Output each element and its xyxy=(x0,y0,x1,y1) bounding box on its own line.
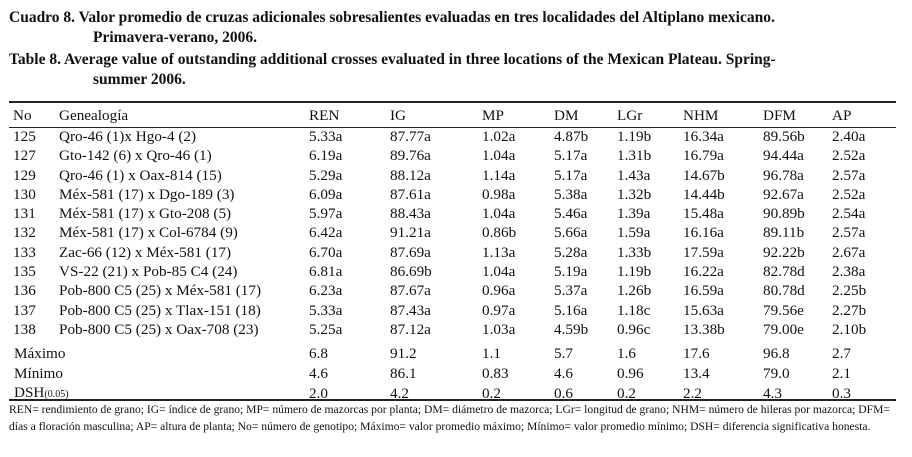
header-ren: REN xyxy=(309,107,340,124)
header-ap: AP xyxy=(832,107,852,124)
cell-no: 131 xyxy=(13,205,36,223)
cell-lgr: 1.39a xyxy=(617,205,651,223)
summary-cell-dfm: 79.0 xyxy=(763,364,790,382)
cell-no: 133 xyxy=(13,243,36,261)
cell-ig: 87.69a xyxy=(390,243,431,261)
table-row xyxy=(9,146,900,165)
cell-ig: 87.12a xyxy=(390,320,431,338)
summary-row xyxy=(9,344,900,363)
summary-label-subscript: (0.05) xyxy=(44,388,69,400)
cell-dfm: 80.78d xyxy=(763,282,805,300)
cell-nhm: 14.67b xyxy=(683,166,725,184)
summary-label xyxy=(9,383,309,404)
cell-no: 125 xyxy=(13,128,36,145)
cell-mp: 1.04a xyxy=(482,263,516,281)
cell-dfm: 92.22b xyxy=(763,243,805,261)
cell-ren: 5.29a xyxy=(309,166,343,184)
header-no: No xyxy=(13,107,32,124)
summary-label-text: Mínimo xyxy=(14,364,63,382)
cell-genealogia: Qro-46 (1) x Oax-814 (15) xyxy=(59,166,222,184)
cell-nhm: 15.48a xyxy=(683,205,724,223)
cell-genealogia: Gto-142 (6) x Qro-46 (1) xyxy=(59,147,212,165)
cell-lgr: 1.18c xyxy=(617,301,651,319)
summary-cell-dfm: 4.3 xyxy=(763,384,782,402)
cell-nhm: 16.16a xyxy=(683,224,724,242)
cell-no: 129 xyxy=(13,166,36,184)
cell-nhm: 17.59a xyxy=(683,243,724,261)
cell-dm: 4.87b xyxy=(554,128,589,145)
cell-ap: 2.27b xyxy=(832,301,867,319)
table-row xyxy=(9,185,900,204)
cell-genealogia: VS-22 (21) x Pob-85 C4 (24) xyxy=(59,263,238,281)
cell-dfm: 92.67a xyxy=(763,185,804,203)
cell-dfm: 96.78a xyxy=(763,166,804,184)
caption-es-line1: Cuadro 8. Valor promedio de cruzas adicionales sobresalientes evaluadas en tres localidades del Altiplano mexicano. xyxy=(9,9,775,26)
cell-lgr: 1.19b xyxy=(617,263,652,281)
cell-ig: 88.12a xyxy=(390,166,431,184)
table-summary xyxy=(9,339,900,404)
summary-cell-ren: 6.8 xyxy=(309,345,328,363)
cell-ren: 6.42a xyxy=(309,224,343,242)
cell-mp: 0.96a xyxy=(482,282,516,300)
summary-cell-mp: 0.2 xyxy=(482,384,501,402)
summary-cell-lgr: 0.2 xyxy=(617,384,636,402)
cell-lgr: 1.32b xyxy=(617,185,652,203)
summary-cell-mp: 1.1 xyxy=(482,345,501,363)
cell-ren: 6.70a xyxy=(309,243,343,261)
summary-cell-ren: 4.6 xyxy=(309,364,328,382)
cell-nhm: 16.22a xyxy=(683,263,724,281)
summary-cell-ig: 4.2 xyxy=(390,384,409,402)
cell-lgr: 0.96c xyxy=(617,320,651,338)
summary-label xyxy=(9,344,309,363)
table-body xyxy=(9,127,900,339)
summary-cell-dm: 0.6 xyxy=(554,384,573,402)
cell-genealogia: Méx-581 (17) x Col-6784 (9) xyxy=(59,224,238,242)
cell-dm: 5.16a xyxy=(554,301,588,319)
cell-ap: 2.38a xyxy=(832,263,866,281)
cell-ig: 86.69b xyxy=(390,263,432,281)
cell-genealogia: Qro-46 (1)x Hgo-4 (2) xyxy=(59,128,197,145)
table-row xyxy=(9,243,900,262)
cell-ap: 2.52a xyxy=(832,147,866,165)
summary-cell-dfm: 96.8 xyxy=(763,345,790,363)
cell-dm: 5.17a xyxy=(554,166,588,184)
cell-dm: 5.37a xyxy=(554,282,588,300)
cell-ap: 2.52a xyxy=(832,185,866,203)
summary-cell-ig: 91.2 xyxy=(390,345,417,363)
summary-cell-lgr: 1.6 xyxy=(617,345,636,363)
cell-ap: 2.40a xyxy=(832,128,866,145)
caption-es-line2: Primavera-verano, 2006. xyxy=(93,29,257,46)
header-lgr: LGr xyxy=(617,107,643,124)
cell-ren: 5.97a xyxy=(309,205,343,223)
table-top-rule xyxy=(9,101,896,103)
cell-genealogia: Pob-800 C5 (25) x Tlax-151 (18) xyxy=(59,301,261,319)
cell-genealogia: Méx-581 (17) x Dgo-189 (3) xyxy=(59,185,235,203)
summary-cell-nhm: 13.4 xyxy=(683,364,710,382)
cell-ig: 91.21a xyxy=(390,224,431,242)
summary-cell-nhm: 2.2 xyxy=(683,384,702,402)
cell-ig: 89.76a xyxy=(390,147,431,165)
cell-genealogia: Méx-581 (17) x Gto-208 (5) xyxy=(59,205,232,223)
cell-lgr: 1.33b xyxy=(617,243,652,261)
header-nhm: NHM xyxy=(683,107,719,124)
summary-row xyxy=(9,383,900,404)
summary-label-text: DSH xyxy=(14,383,45,401)
table-row xyxy=(9,166,900,185)
cell-ig: 88.43a xyxy=(390,205,431,223)
cell-dfm: 82.78d xyxy=(763,263,805,281)
cell-no: 138 xyxy=(13,320,36,338)
header-ig: IG xyxy=(390,107,407,124)
cell-no: 136 xyxy=(13,282,36,300)
cell-no: 130 xyxy=(13,185,36,203)
caption-en-line1: Table 8. Average value of outstanding additional crosses evaluated in three locations of the Mexican Plateau. Spring- xyxy=(9,51,776,68)
cell-ren: 5.25a xyxy=(309,320,343,338)
table-row xyxy=(9,204,900,223)
table-header-row xyxy=(9,104,900,127)
cell-mp: 0.86b xyxy=(482,224,517,242)
cell-ren: 6.09a xyxy=(309,185,343,203)
cell-mp: 1.04a xyxy=(482,205,516,223)
summary-cell-dm: 5.7 xyxy=(554,345,573,363)
header-genealogia: Genealogía xyxy=(59,107,129,124)
cell-no: 135 xyxy=(13,263,36,281)
cell-no: 137 xyxy=(13,301,36,319)
summary-cell-mp: 0.83 xyxy=(482,364,509,382)
header-dm: DM xyxy=(554,107,579,124)
cell-dfm: 94.44a xyxy=(763,147,804,165)
summary-cell-ren: 2.0 xyxy=(309,384,328,402)
cell-mp: 0.97a xyxy=(482,301,516,319)
cell-ren: 6.23a xyxy=(309,282,343,300)
cell-dm: 5.28a xyxy=(554,243,588,261)
cell-dfm: 89.11b xyxy=(763,224,805,242)
cell-dfm: 79.56e xyxy=(763,301,804,319)
cell-ren: 5.33a xyxy=(309,128,343,145)
cell-mp: 0.98a xyxy=(482,185,516,203)
cell-dm: 5.46a xyxy=(554,205,588,223)
cell-ap: 2.57a xyxy=(832,166,866,184)
cell-dm: 5.38a xyxy=(554,185,588,203)
summary-cell-ig: 86.1 xyxy=(390,364,417,382)
cell-dm: 5.19a xyxy=(554,263,588,281)
cell-nhm: 16.34a xyxy=(683,128,724,145)
table-row xyxy=(9,320,900,339)
summary-cell-lgr: 0.96 xyxy=(617,364,644,382)
summary-row xyxy=(9,364,900,383)
cell-mp: 1.02a xyxy=(482,128,516,145)
header-mp: MP xyxy=(482,107,504,124)
cell-nhm: 16.59a xyxy=(683,282,724,300)
cell-genealogia: Pob-800 C5 (25) x Méx-581 (17) xyxy=(59,282,262,300)
cell-nhm: 13.38b xyxy=(683,320,725,338)
table-row xyxy=(9,301,900,320)
cell-ig: 87.67a xyxy=(390,282,431,300)
cell-nhm: 15.63a xyxy=(683,301,724,319)
cell-lgr: 1.43a xyxy=(617,166,651,184)
cell-ren: 6.81a xyxy=(309,263,343,281)
cell-ren: 5.33a xyxy=(309,301,343,319)
cell-lgr: 1.19b xyxy=(617,128,652,145)
summary-cell-ap: 0.3 xyxy=(832,384,851,402)
summary-cell-ap: 2.7 xyxy=(832,345,851,363)
cell-lgr: 1.31b xyxy=(617,147,652,165)
summary-label-text: Máximo xyxy=(14,345,66,363)
summary-cell-dm: 4.6 xyxy=(554,364,573,382)
cell-nhm: 16.79a xyxy=(683,147,724,165)
cell-mp: 1.14a xyxy=(482,166,516,184)
footnote: REN= rendimiento de grano; IG= índice de grano; MP= número de mazorcas por planta; DM= diámetro de mazorca; LGr= longitud de grano; NHM= número de hileras por mazorca; DFM= días a floración masculina; AP= altura de planta; No= número de genotipo; Máximo= valor promedio máximo; Mínimo= valor promedio mínimo; DSH= diferencia significativa honesta. xyxy=(9,403,890,433)
cell-ren: 6.19a xyxy=(309,147,343,165)
cell-ap: 2.54a xyxy=(832,205,866,223)
header-dfm: DFM xyxy=(763,107,796,124)
cell-ig: 87.61a xyxy=(390,185,431,203)
cell-ap: 2.10b xyxy=(832,320,867,338)
cell-mp: 1.03a xyxy=(482,320,516,338)
cell-lgr: 1.26b xyxy=(617,282,652,300)
cell-dfm: 89.56b xyxy=(763,128,805,145)
cell-dm: 4.59b xyxy=(554,320,589,338)
cell-ig: 87.77a xyxy=(390,128,431,145)
data-table xyxy=(9,104,900,404)
cell-dfm: 90.89b xyxy=(763,205,805,223)
caption-en-line2: summer 2006. xyxy=(93,71,186,88)
cell-dfm: 79.00e xyxy=(763,320,804,338)
cell-mp: 1.04a xyxy=(482,147,516,165)
cell-genealogia: Pob-800 C5 (25) x Oax-708 (23) xyxy=(59,320,259,338)
cell-dm: 5.66a xyxy=(554,224,588,242)
cell-ap: 2.67a xyxy=(832,243,866,261)
cell-mp: 1.13a xyxy=(482,243,516,261)
cell-no: 132 xyxy=(13,224,36,242)
table-row xyxy=(9,262,900,281)
table-row xyxy=(9,281,900,300)
cell-dm: 5.17a xyxy=(554,147,588,165)
cell-no: 127 xyxy=(13,147,36,165)
cell-nhm: 14.44b xyxy=(683,185,725,203)
summary-label xyxy=(9,364,309,383)
cell-genealogia: Zac-66 (12) x Méx-581 (17) xyxy=(59,243,232,261)
summary-cell-nhm: 17.6 xyxy=(683,345,710,363)
table-row xyxy=(9,223,900,242)
cell-ig: 87.43a xyxy=(390,301,431,319)
cell-ap: 2.57a xyxy=(832,224,866,242)
summary-cell-ap: 2.1 xyxy=(832,364,851,382)
table-row xyxy=(9,127,900,146)
cell-lgr: 1.59a xyxy=(617,224,651,242)
cell-ap: 2.25b xyxy=(832,282,867,300)
